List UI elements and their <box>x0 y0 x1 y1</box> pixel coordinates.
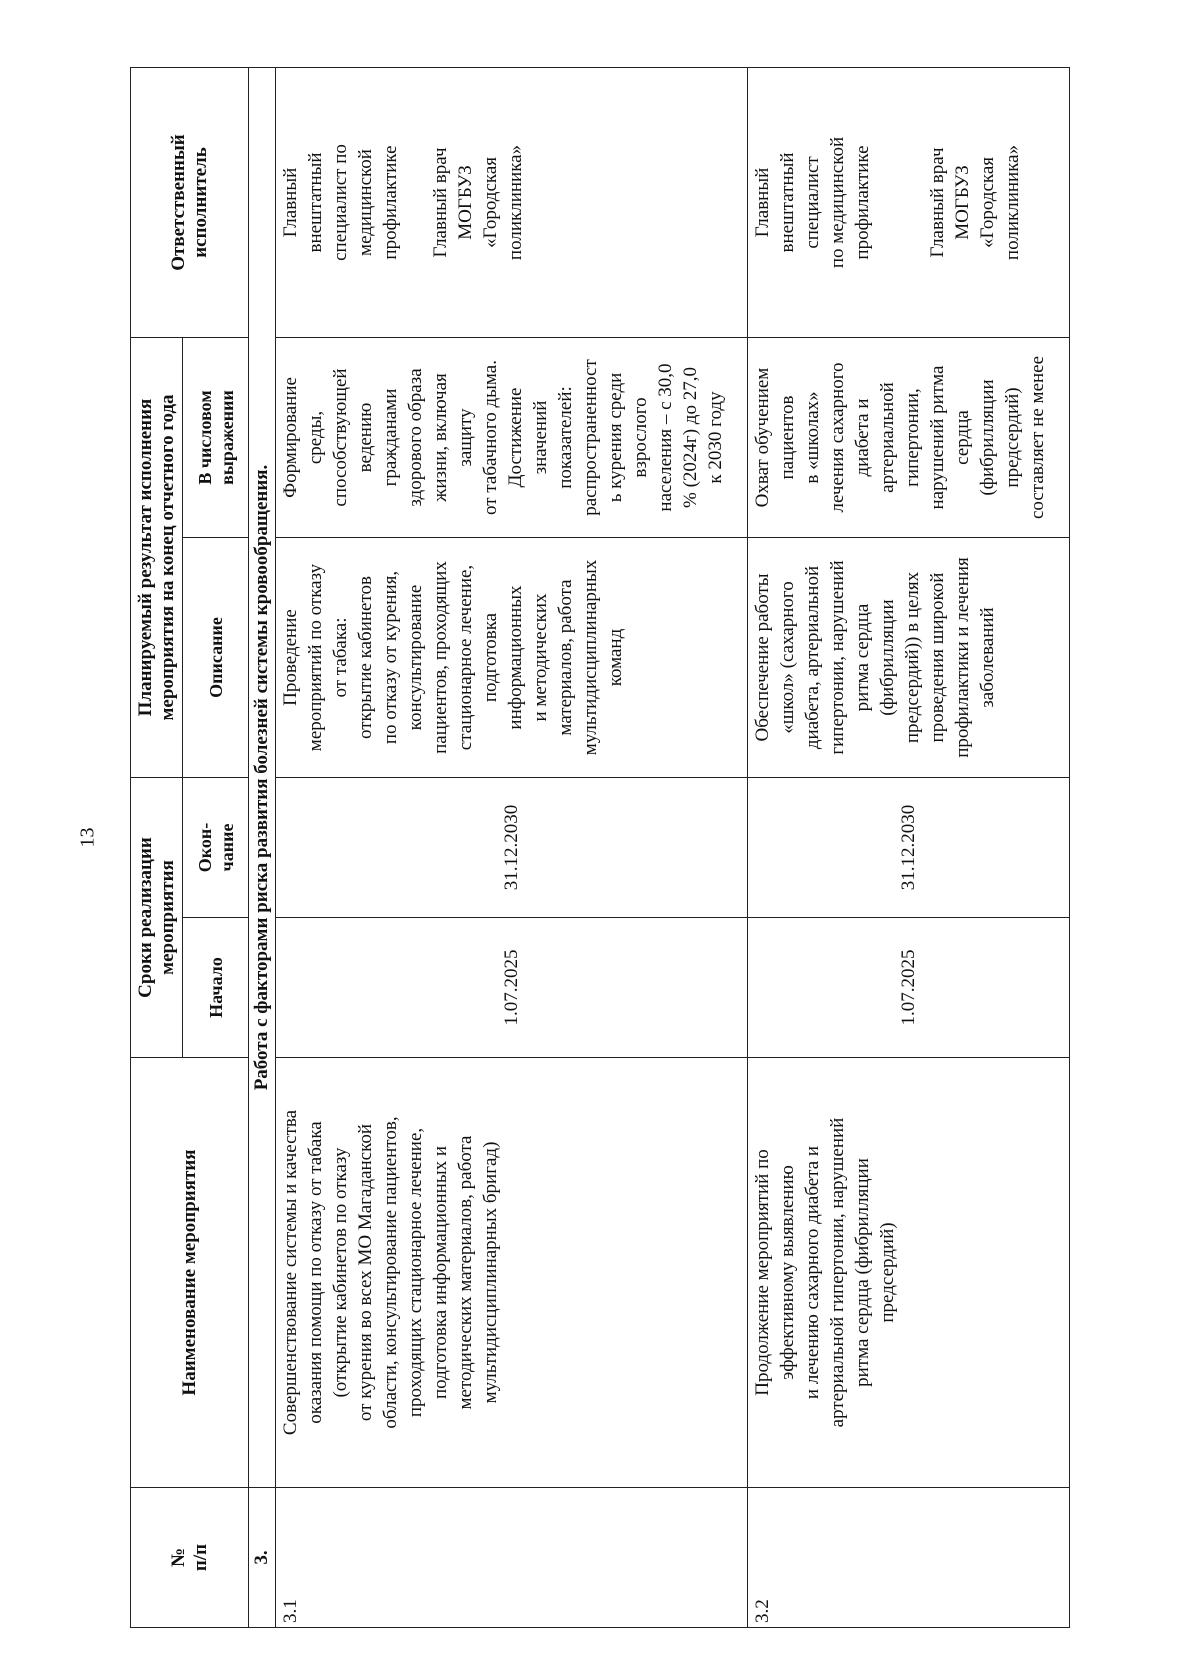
header-responsible: Ответственный исполнитель <box>131 67 249 337</box>
row-responsible: Главный внештатный специалист по медицинской профилактике Главный врач МОГБУЗ «Городская поликлиника» <box>276 67 748 337</box>
row-responsible: Главный внештатный специалист по медицинской профилактике Главный врач МОГБУЗ «Городская поликлиника» <box>748 67 1070 337</box>
row-start: 1.07.2025 <box>748 918 1070 1058</box>
row-numeric: Формирование среды, способствующей ведению гражданами здорового образа жизни, включая защиту от табачного дыма. Достижение значений показателей: распространенност ь курения среди взрослого населения – с 30,0 % (2024г) до 27,0 к 2030 году <box>276 337 748 537</box>
header-description: Описание <box>183 538 249 778</box>
row-num: 3.2 <box>748 1488 1070 1628</box>
plan-table <box>130 67 1070 1628</box>
header-start: Начало <box>183 918 249 1058</box>
row-name: Совершенствование системы и качества оказания помощи по отказу от табака (открытие кабинетов по отказу от курения во всех МО Магаданской области, консультирование пациентов, проходящих стационарное лечение, подготовка информационных и методических материалов, работа мультидисциплинарных бригад) <box>276 1058 748 1488</box>
table-row <box>748 67 1070 1627</box>
section-num: 3. <box>249 1488 276 1628</box>
header-num: № п/п <box>131 1488 249 1628</box>
row-num: 3.1 <box>276 1488 748 1628</box>
header-result: Планируемый результат исполнения мероприятия на конец отчетного года <box>131 337 183 777</box>
section-title: Работа с факторами риска развития болезней системы кровообращения. <box>249 67 276 1487</box>
row-numeric: Охват обучением пациентов в «школах» лечения сахарного диабета и артериальной гипертонии, нарушений ритма сердца (фибрилляции предсердий) составляет не менее <box>748 337 1070 537</box>
rotated-table-frame <box>130 68 1070 1628</box>
header-row-1 <box>131 67 183 1627</box>
row-end: 31.12.2030 <box>276 778 748 918</box>
header-terms: Сроки реализации мероприятия <box>131 778 183 1058</box>
row-description: Проведение мероприятий по отказу от табака: открытие кабинетов по отказу от курения, консультирование пациентов, проходящих стационарное лечение, подготовка информационных и методических материалов, работа мультидисциплинарных команд <box>276 538 748 778</box>
row-description: Обеспечение работы «школ» (сахарного диабета, артериальной гипертонии, нарушений ритма сердца (фибрилляции предсердий)) в целях проведения широкой профилактики и лечения заболеваний <box>748 538 1070 778</box>
row-name: Продолжение мероприятий по эффективному выявлению и лечению сахарного диабета и артериальной гипертонии, нарушений ритма сердца (фибрилляции предсердий) <box>748 1058 1070 1488</box>
table-row <box>276 67 748 1627</box>
header-numeric: В числовом выражении <box>183 337 249 537</box>
header-name: Наименование мероприятия <box>131 1058 249 1488</box>
row-end: 31.12.2030 <box>748 778 1070 918</box>
section-row <box>249 67 276 1627</box>
row-start: 1.07.2025 <box>276 918 748 1058</box>
page-number: 13 <box>76 827 99 848</box>
header-end: Окон- чание <box>183 778 249 918</box>
